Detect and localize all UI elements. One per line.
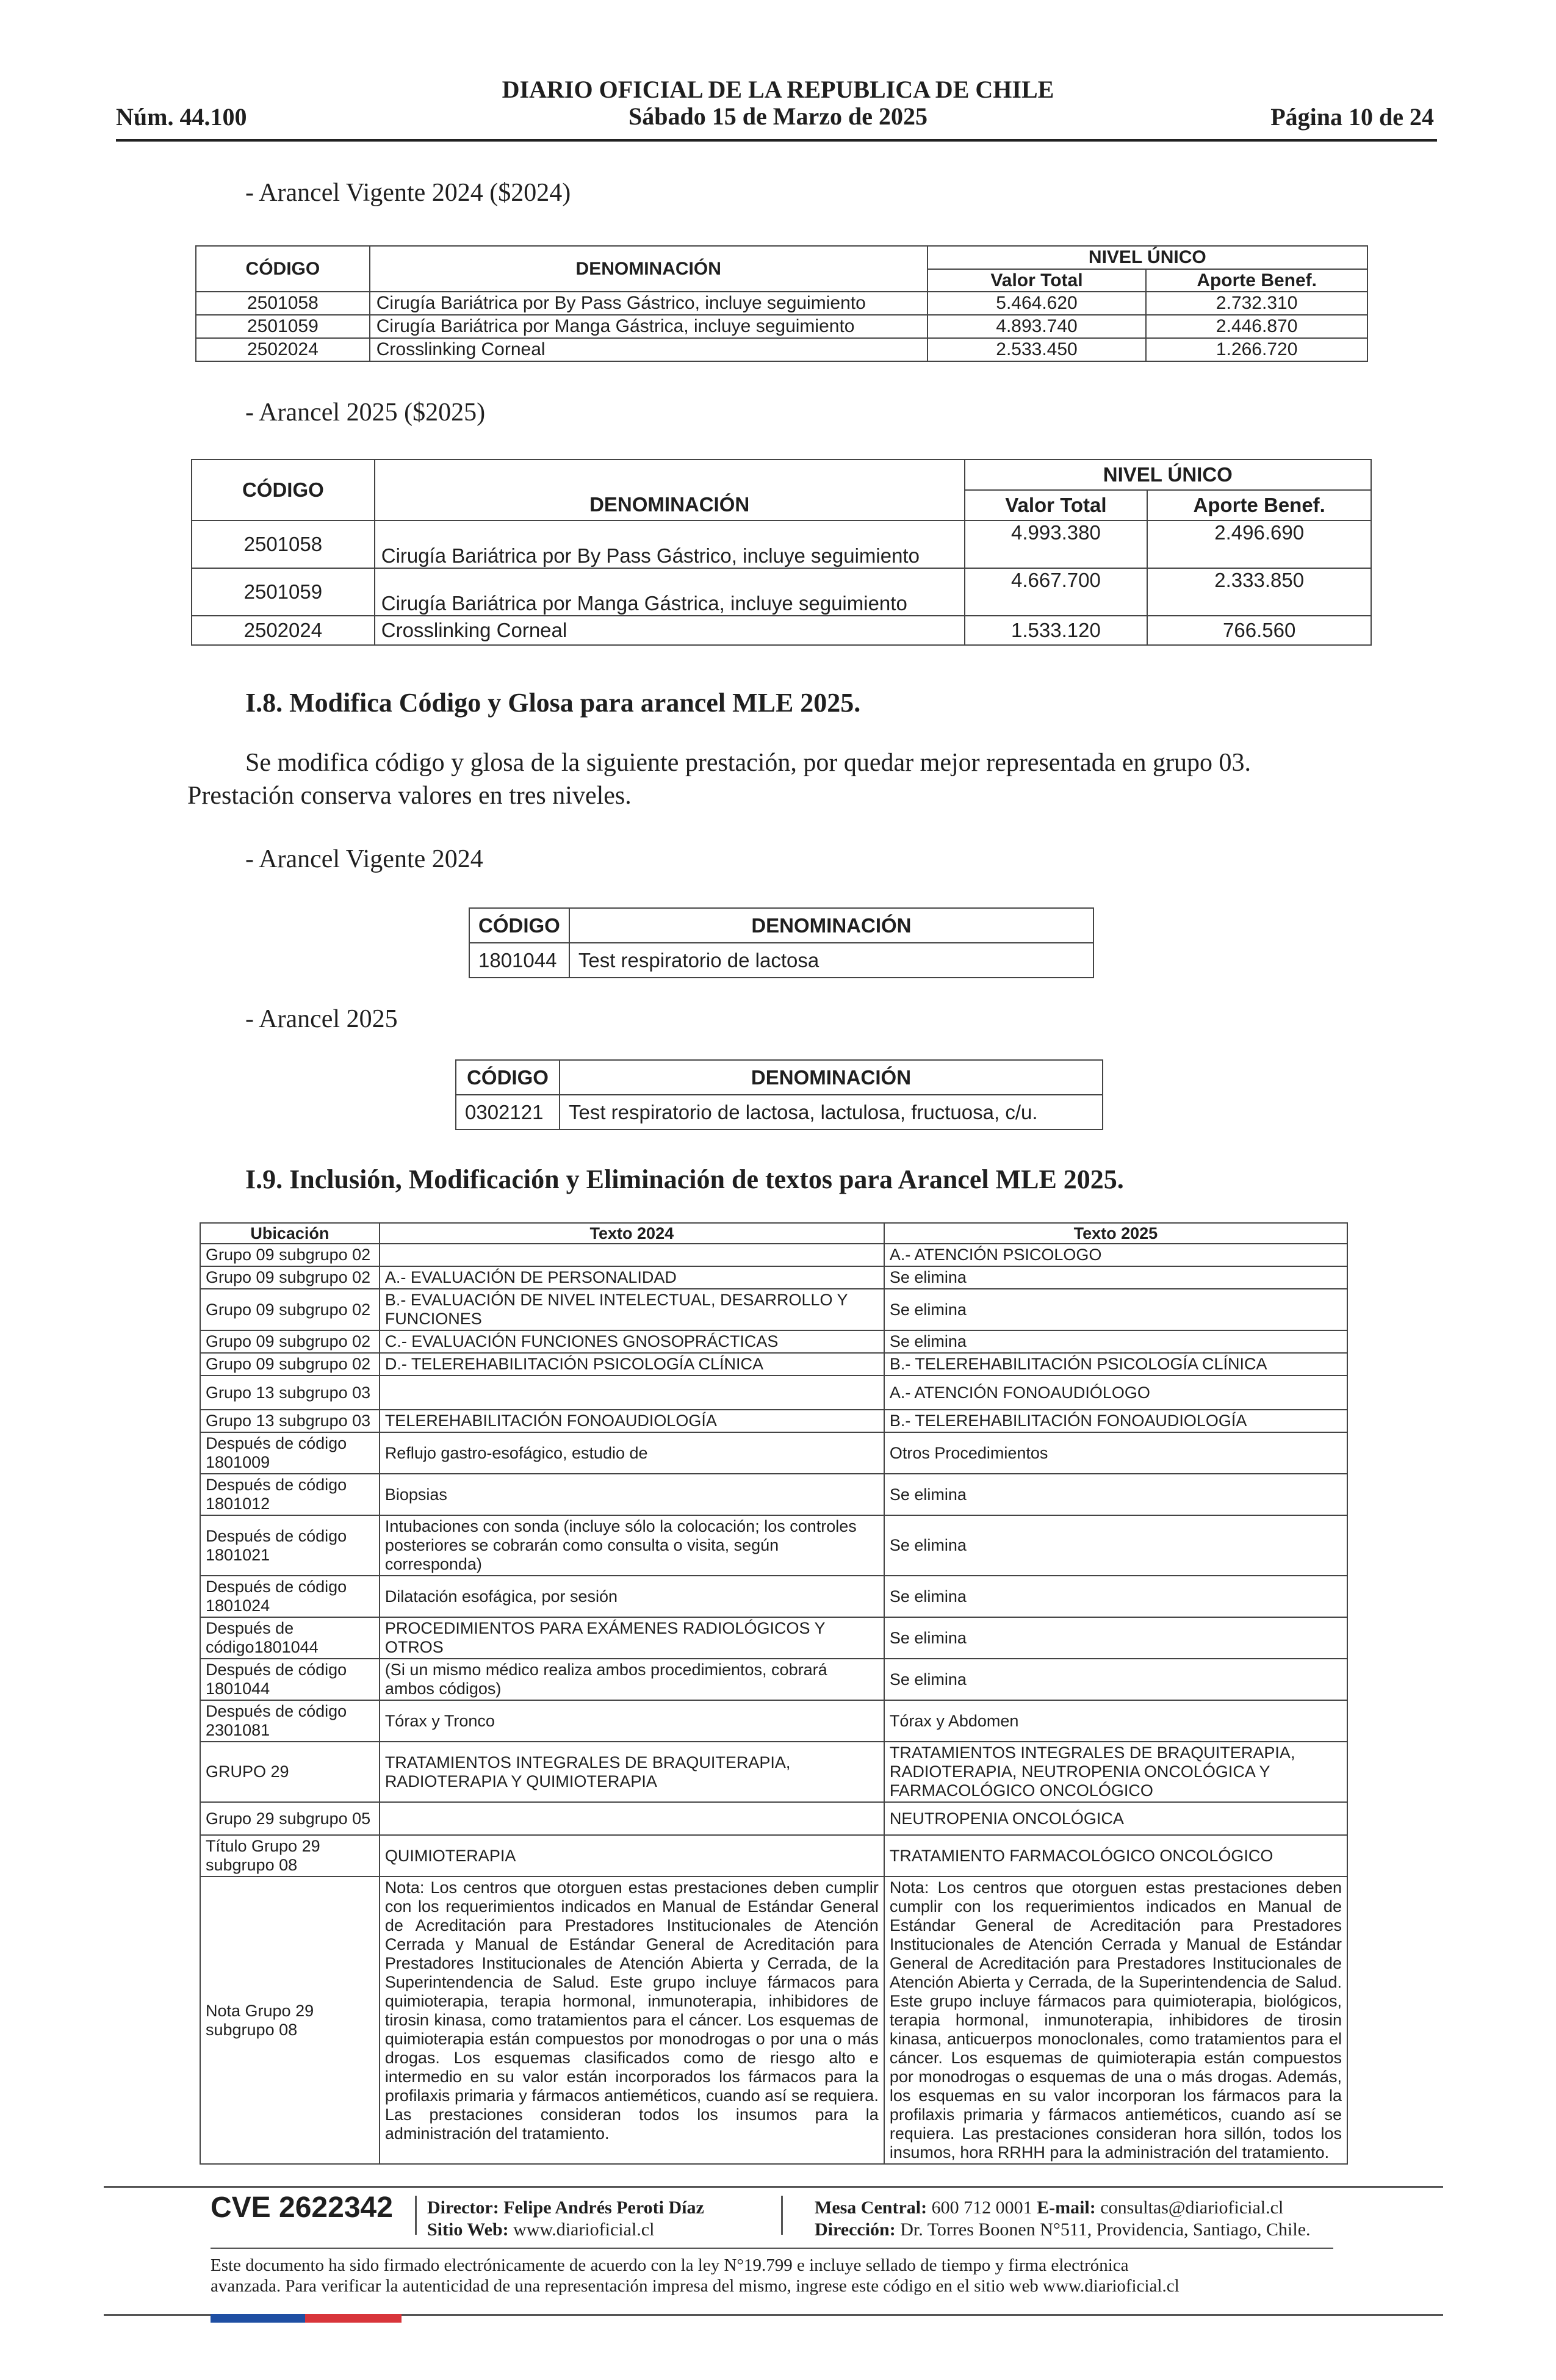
cell-texto-2025: NEUTROPENIA ONCOLÓGICA [884, 1802, 1347, 1835]
table-row [196, 292, 1367, 315]
col-denominacion: DENOMINACIÓN [375, 460, 965, 521]
arancel-2024-label: - Arancel Vigente 2024 ($2024) [245, 179, 571, 207]
table-row [200, 1877, 1347, 2164]
cell-texto-2025: Se elimina [884, 1515, 1347, 1576]
cell-codigo: 1801044 [469, 943, 569, 978]
table-arancel-2025 [191, 459, 1372, 646]
cell-texto-2024: B.- EVALUACIÓN DE NIVEL INTELECTUAL, DESARROLLO Y FUNCIONES [380, 1289, 884, 1330]
cell-texto-2025: Se elimina [884, 1266, 1347, 1289]
cell-texto-2024: PROCEDIMIENTOS PARA EXÁMENES RADIOLÓGICOS Y OTROS [380, 1617, 884, 1659]
footer-director-line [427, 2197, 704, 2219]
cell-ubicacion: Después de código1801044 [200, 1617, 380, 1659]
cell-codigo: 2501059 [196, 315, 370, 338]
col-nivel-unico: NIVEL ÚNICO [965, 460, 1371, 490]
cell-codigo: 2501058 [196, 292, 370, 315]
table-row [200, 1376, 1347, 1410]
direccion-address: Dr. Torres Boonen N°511, Providencia, Santiago, Chile. [900, 2220, 1311, 2240]
flag-stripe-red [305, 2314, 402, 2323]
cell-texto-2024: (Si un mismo médico realiza ambos procedimientos, cobrará ambos códigos) [380, 1659, 884, 1700]
cell-denominacion: Crosslinking Corneal [375, 616, 965, 645]
cell-ubicacion: Después de código 1801009 [200, 1432, 380, 1474]
table-row [200, 1353, 1347, 1376]
table-row [200, 1742, 1347, 1802]
cell-aporte: 766.560 [1147, 616, 1371, 645]
table-row [200, 1617, 1347, 1659]
cell-texto-2025: A.- ATENCIÓN PSICOLOGO [884, 1244, 1347, 1266]
table-row [192, 521, 1371, 568]
cell-texto-2025: TRATAMIENTO FARMACOLÓGICO ONCOLÓGICO [884, 1835, 1347, 1877]
footer-sitio-line [427, 2219, 704, 2241]
cell-ubicacion: Grupo 29 subgrupo 05 [200, 1802, 380, 1835]
col-denominacion: DENOMINACIÓN [569, 908, 1093, 943]
table-row [200, 1700, 1347, 1742]
cell-texto-2025: Otros Procedimientos [884, 1432, 1347, 1474]
newspaper-title-line1: DIARIO OFICIAL DE LA REPUBLICA DE CHILE [502, 76, 1054, 103]
cell-valor: 4.893.740 [927, 315, 1147, 338]
cell-aporte: 2.732.310 [1146, 292, 1367, 315]
cell-texto-2025: Se elimina [884, 1659, 1347, 1700]
cell-ubicacion: Después de código 1801044 [200, 1659, 380, 1700]
cell-valor: 1.533.120 [965, 616, 1148, 645]
cell-texto-2025: A.- ATENCIÓN FONOAUDIÓLOGO [884, 1376, 1347, 1410]
cell-texto-2024: TRATAMIENTOS INTEGRALES DE BRAQUITERAPIA, RADIOTERAPIA Y QUIMIOTERAPIA [380, 1742, 884, 1802]
cell-texto-2025: B.- TELEREHABILITACIÓN PSICOLOGÍA CLÍNICA [884, 1353, 1347, 1376]
direccion-label: Dirección: [815, 2220, 896, 2240]
sitio-web-link[interactable]: www.diarioficial.cl [513, 2220, 655, 2240]
cell-valor: 4.993.380 [965, 521, 1148, 568]
cell-ubicacion: Grupo 09 subgrupo 02 [200, 1353, 380, 1376]
col-aporte-benef: Aporte Benef. [1146, 269, 1367, 292]
cell-texto-2024: Tórax y Tronco [380, 1700, 884, 1742]
col-texto-2025: Texto 2025 [884, 1223, 1347, 1244]
table-row [200, 1802, 1347, 1835]
table-arancel-2024 [195, 245, 1368, 362]
page-number: Página 10 de 24 [1270, 103, 1434, 131]
footer-legal-notice [211, 2255, 1370, 2296]
newspaper-date: Sábado 15 de Marzo de 2025 [629, 103, 927, 130]
issue-number: Núm. 44.100 [116, 103, 247, 131]
section-i8-paragraph-line2: Prestación conserva valores en tres niveles. [187, 782, 632, 810]
cell-texto-2024: TELEREHABILITACIÓN FONOAUDIOLOGÍA [380, 1410, 884, 1432]
arancel-2025-label-i8: - Arancel 2025 [245, 1005, 398, 1033]
cell-texto-2024: QUIMIOTERAPIA [380, 1835, 884, 1877]
table-row [456, 1095, 1103, 1130]
cell-denominacion: Crosslinking Corneal [370, 338, 927, 361]
col-nivel-unico: NIVEL ÚNICO [927, 246, 1367, 269]
email-label: E-mail: [1037, 2198, 1096, 2218]
cell-texto-2024: Reflujo gastro-esofágico, estudio de [380, 1432, 884, 1474]
footer-direccion-line [815, 2219, 1311, 2241]
col-codigo: CÓDIGO [196, 246, 370, 292]
cell-texto-2024: Biopsias [380, 1474, 884, 1515]
cell-ubicacion: Grupo 09 subgrupo 02 [200, 1266, 380, 1289]
cell-texto-2024: Dilatación esofágica, por sesión [380, 1576, 884, 1617]
footer-mesa-line [815, 2197, 1311, 2219]
cell-texto-2024 [380, 1802, 884, 1835]
cell-codigo: 2501059 [192, 568, 375, 616]
cell-valor: 5.464.620 [927, 292, 1147, 315]
cell-aporte: 2.496.690 [1147, 521, 1371, 568]
table-row [200, 1244, 1347, 1266]
email-link[interactable]: consultas@diarioficial.cl [1100, 2198, 1284, 2218]
legal-line1: Este documento ha sido firmado electrónicamente de acuerdo con la ley N°19.799 e incluye sellado de tiempo y firma electrónica [211, 2256, 1129, 2275]
table-row [469, 943, 1093, 978]
cve-code: CVE 2622342 [211, 2191, 393, 2224]
table-row [200, 1659, 1347, 1700]
col-codigo: CÓDIGO [456, 1060, 560, 1095]
table-row [200, 1266, 1347, 1289]
director-name: Felipe Andrés Peroti Díaz [503, 2198, 704, 2218]
mesa-label: Mesa Central: [815, 2198, 927, 2218]
table-row [196, 338, 1367, 361]
cell-denominacion: Test respiratorio de lactosa, lactulosa, fructuosa, c/u. [560, 1095, 1103, 1130]
cell-aporte: 2.446.870 [1146, 315, 1367, 338]
cell-ubicacion: Después de código 2301081 [200, 1700, 380, 1742]
cell-texto-2024 [380, 1244, 884, 1266]
cell-texto-2025: Se elimina [884, 1474, 1347, 1515]
cell-codigo: 2502024 [192, 616, 375, 645]
table-codigo-2025 [455, 1059, 1103, 1130]
col-denominacion: DENOMINACIÓN [560, 1060, 1103, 1095]
cell-ubicacion: Después de código 1801021 [200, 1515, 380, 1576]
col-denominacion: DENOMINACIÓN [370, 246, 927, 292]
cell-aporte: 1.266.720 [1146, 338, 1367, 361]
cell-texto-2024: Intubaciones con sonda (incluye sólo la colocación; los controles posteriores se cobrarán como consulta o visita, según corresponda) [380, 1515, 884, 1576]
footer-vertical-divider [415, 2196, 417, 2235]
cell-denominacion: Cirugía Bariátrica por By Pass Gástrico, incluye seguimiento [375, 521, 965, 568]
col-aporte-benef: Aporte Benef. [1147, 490, 1371, 521]
cell-ubicacion: Grupo 13 subgrupo 03 [200, 1376, 380, 1410]
table-row [196, 315, 1367, 338]
section-i8-paragraph-line1: Se modifica código y glosa de la siguiente prestación, por quedar mejor representada en grupo 03. [245, 749, 1251, 777]
cell-valor: 4.667.700 [965, 568, 1148, 616]
table-row [200, 1410, 1347, 1432]
table-row [200, 1515, 1347, 1576]
arancel-2025-label: - Arancel 2025 ($2025) [245, 398, 486, 427]
table-row [200, 1576, 1347, 1617]
cell-codigo: 2502024 [196, 338, 370, 361]
arancel-vigente-2024-label: - Arancel Vigente 2024 [245, 845, 483, 873]
flag-stripe-blue [211, 2314, 305, 2323]
cell-texto-2025: Nota: Los centros que otorguen estas prestaciones deben cumplir con los requerimientos indicados en Manual de Estándar General de Acreditación para Prestadores Institucionales de Atención Cerrada y Manual de Estándar General de Acreditación para Prestadores Institucionales de Atención Abierta y Cerrada, de la Superintendencia de Salud. Este grupo incluye fármacos para quimioterapia, biológicos, terapia hormonal, inmunoterapia, inhibidores de tirosin kinasa, anticuerpos monoclonales, como tratamientos para el cáncer. Los esquemas de quimioterapia están compuestos por monodrogas o esquemas de una o más drogas. Además, los esquemas en su valor incorporan los fármacos para la profilaxis primaria y fármacos antieméticos, cuando así se requiera. Las prestaciones consideran hora sillón, todos los insumos, hora RRHH para la administración del tratamiento. [884, 1877, 1347, 2164]
cell-texto-2025: Tórax y Abdomen [884, 1700, 1347, 1742]
cell-texto-2025: Se elimina [884, 1289, 1347, 1330]
cell-codigo: 2501058 [192, 521, 375, 568]
cell-texto-2024: C.- EVALUACIÓN FUNCIONES GNOSOPRÁCTICAS [380, 1330, 884, 1353]
section-i9-heading: I.9. Inclusión, Modificación y Eliminación de textos para Arancel MLE 2025. [245, 1164, 1124, 1194]
cell-ubicacion: Título Grupo 29 subgrupo 08 [200, 1835, 380, 1877]
cell-ubicacion: Grupo 13 subgrupo 03 [200, 1410, 380, 1432]
section-i8-heading: I.8. Modifica Código y Glosa para arancel MLE 2025. [245, 688, 861, 718]
col-texto-2024: Texto 2024 [380, 1223, 884, 1244]
cell-denominacion: Test respiratorio de lactosa [569, 943, 1093, 978]
cell-ubicacion: Después de código 1801012 [200, 1474, 380, 1515]
table-row [200, 1432, 1347, 1474]
footer-mid-divider [211, 2248, 1333, 2249]
table-row [200, 1474, 1347, 1515]
table-row [192, 568, 1371, 616]
cell-denominacion: Cirugía Bariátrica por Manga Gástrica, incluye seguimiento [370, 315, 927, 338]
col-codigo: CÓDIGO [192, 460, 375, 521]
cell-texto-2024 [380, 1376, 884, 1410]
table-textos-mle-2025 [200, 1222, 1348, 2165]
footer-contact-block [815, 2197, 1311, 2241]
col-valor-total: Valor Total [965, 490, 1148, 521]
footer-vertical-divider [781, 2196, 783, 2235]
cell-texto-2025: B.- TELEREHABILITACIÓN FONOAUDIOLOGÍA [884, 1410, 1347, 1432]
cell-texto-2024: D.- TELEREHABILITACIÓN PSICOLOGÍA CLÍNICA [380, 1353, 884, 1376]
cell-texto-2024: A.- EVALUACIÓN DE PERSONALIDAD [380, 1266, 884, 1289]
cell-codigo: 0302121 [456, 1095, 560, 1130]
cell-texto-2025: Se elimina [884, 1576, 1347, 1617]
cell-ubicacion: Nota Grupo 29 subgrupo 08 [200, 1877, 380, 2164]
cell-ubicacion: Grupo 09 subgrupo 02 [200, 1330, 380, 1353]
footer-director-block [427, 2197, 704, 2241]
cell-aporte: 2.333.850 [1147, 568, 1371, 616]
table-codigo-vigente [469, 907, 1094, 978]
col-valor-total: Valor Total [927, 269, 1147, 292]
header-divider [116, 139, 1437, 142]
cell-ubicacion: Grupo 09 subgrupo 02 [200, 1289, 380, 1330]
footer-top-divider [104, 2186, 1443, 2188]
col-codigo: CÓDIGO [469, 908, 569, 943]
table-row [192, 616, 1371, 645]
sitio-label: Sitio Web: [427, 2220, 509, 2240]
cell-texto-2024: Nota: Los centros que otorguen estas prestaciones deben cumplir con los requerimientos indicados en Manual de Estándar General de Acreditación para Prestadores Institucionales de Atención Cerrada y Manual de Estándar General de Acreditación para Prestadores Institucionales de Atención Abierta y Cerrada, de la Superintendencia de Salud. Este grupo incluye fármacos para quimioterapia, terapia hormonal, inmunoterapia, inhibidores de tirosin kinasa, como tratamientos para el cáncer. Los esquemas de quimioterapia están compuestos por monodrogas o por una o más drogas. Los esquemas clasificados como de riesgo alto e intermedio en su valor están incorporados los fármacos para la profilaxis primaria y fármacos antieméticos, cuando así se requiera. Las prestaciones consideran todos los insumos para la administración del tratamiento. [380, 1877, 884, 2164]
cell-ubicacion: Grupo 09 subgrupo 02 [200, 1244, 380, 1266]
director-label: Director: [427, 2198, 499, 2218]
table-row [200, 1330, 1347, 1353]
cell-texto-2025: Se elimina [884, 1330, 1347, 1353]
table-row [200, 1289, 1347, 1330]
col-ubicacion: Ubicación [200, 1223, 380, 1244]
cell-denominacion: Cirugía Bariátrica por Manga Gástrica, incluye seguimiento [375, 568, 965, 616]
legal-line2: avanzada. Para verificar la autenticidad de una representación impresa del mismo, ingrese este código en el sitio web www.diarioficial.cl [211, 2276, 1180, 2296]
cell-denominacion: Cirugía Bariátrica por By Pass Gástrico, incluye seguimiento [370, 292, 927, 315]
cell-ubicacion: GRUPO 29 [200, 1742, 380, 1802]
mesa-phone: 600 712 0001 [931, 2198, 1032, 2218]
cell-valor: 2.533.450 [927, 338, 1147, 361]
cell-texto-2025: Se elimina [884, 1617, 1347, 1659]
table-row [200, 1835, 1347, 1877]
cell-ubicacion: Después de código 1801024 [200, 1576, 380, 1617]
cell-texto-2025: TRATAMIENTOS INTEGRALES DE BRAQUITERAPIA, RADIOTERAPIA, NEUTROPENIA ONCOLÓGICA Y FARMACOLÓGICO ONCOLÓGICO [884, 1742, 1347, 1802]
